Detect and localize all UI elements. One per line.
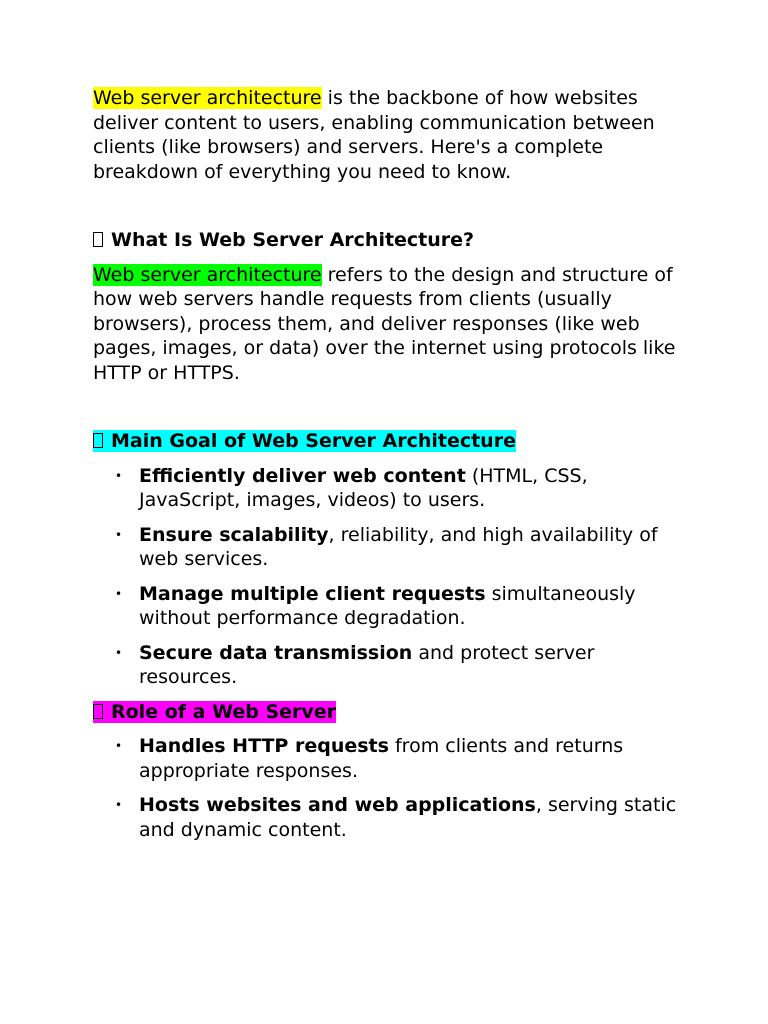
intro-text: is the backbone of how websites deliver content to users, enabling communication between clients (like browsers) and servers. Here's a complete breakdown of everything you need to know. bbox=[93, 87, 655, 183]
list-item-text: simultaneously without performance degradation. bbox=[139, 582, 636, 629]
bullet-icon: • bbox=[115, 739, 123, 753]
list-item-text: (HTML, CSS, JavaScript, images, videos) to users. bbox=[139, 464, 588, 511]
list-item bbox=[93, 734, 693, 783]
list-item bbox=[93, 641, 693, 690]
missing-glyph-icon bbox=[93, 704, 103, 719]
section3-heading-text: Role of a Web Server bbox=[111, 700, 337, 723]
list-item-text: , serving static and dynamic content. bbox=[139, 794, 677, 841]
section1-definition bbox=[93, 263, 693, 386]
list-item bbox=[93, 464, 693, 513]
list-item bbox=[93, 523, 693, 572]
list-item bbox=[93, 793, 693, 842]
list-item-bold: Secure data transmission bbox=[139, 641, 413, 664]
list-item-bold: Handles HTTP requests bbox=[139, 735, 389, 757]
bullet-icon: • bbox=[115, 527, 123, 542]
bullet-icon: • bbox=[115, 468, 123, 483]
list-item-text: , reliability, and high availability of web services. bbox=[139, 523, 658, 570]
list-item-bold: Efficiently deliver web content bbox=[139, 464, 466, 487]
list-item-bold: Ensure scalability bbox=[139, 523, 329, 546]
bullet-icon: • bbox=[115, 645, 123, 660]
list-item-text: and protect server resources. bbox=[139, 641, 595, 688]
document-page bbox=[93, 86, 693, 852]
section2-heading-text: Main Goal of Web Server Architecture bbox=[111, 430, 516, 452]
section3-heading bbox=[93, 700, 693, 725]
bullet-icon: • bbox=[115, 798, 123, 812]
bullet-icon: • bbox=[115, 586, 123, 601]
missing-glyph-icon bbox=[93, 232, 103, 247]
list-item bbox=[93, 582, 693, 631]
section3-list bbox=[93, 734, 693, 842]
section1-heading bbox=[93, 228, 693, 253]
missing-glyph-icon bbox=[93, 433, 103, 448]
section1-heading-text: What Is Web Server Architecture? bbox=[111, 229, 475, 251]
list-item-text: from clients and returns appropriate responses. bbox=[139, 735, 624, 782]
section2-heading bbox=[93, 429, 693, 454]
section1-definition-highlight: Web server architecture bbox=[93, 263, 322, 286]
section1-definition-text: refers to the design and structure of how web servers handle requests from clients (usually browsers), process them, and deliver responses (like web pages, images, or data) over the internet using protocols like HTTP or HTTPS. bbox=[93, 263, 676, 384]
section3-heading-highlight bbox=[93, 701, 336, 723]
list-item-bold: Manage multiple client requests bbox=[139, 582, 486, 605]
section2-heading-highlight bbox=[93, 430, 516, 452]
intro-paragraph bbox=[93, 86, 693, 184]
section2-list bbox=[93, 464, 693, 690]
intro-highlight: Web server architecture bbox=[93, 87, 322, 109]
list-item-bold: Hosts websites and web applications bbox=[139, 794, 536, 816]
